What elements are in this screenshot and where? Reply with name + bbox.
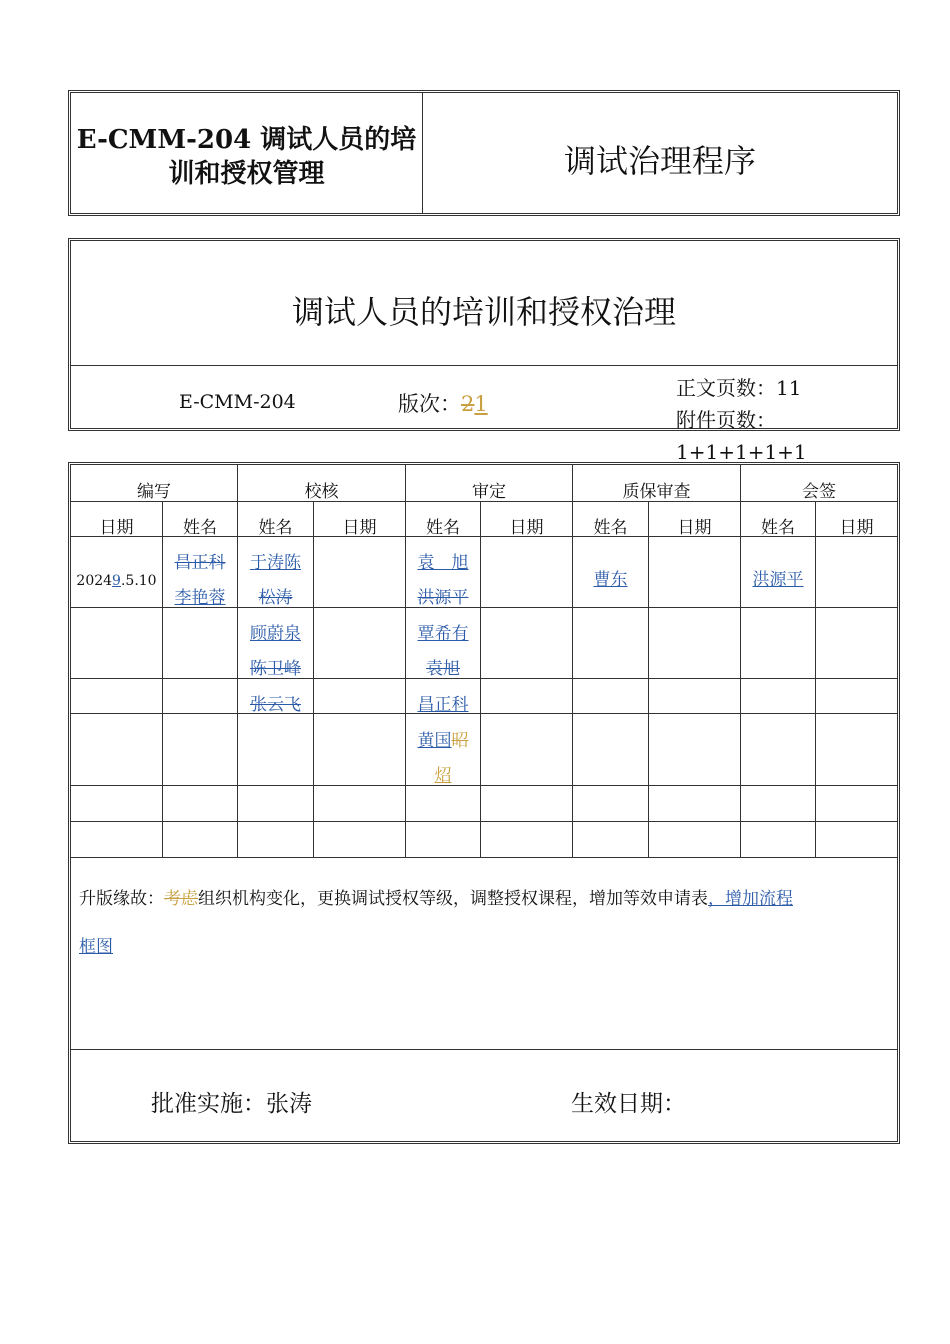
effective-date: 生效日期： [571, 1091, 686, 1117]
group-header-approve: 审定 [472, 482, 506, 502]
approver-name: 炤 [434, 766, 452, 786]
subheader-date: 日期 [839, 518, 874, 538]
revision-reason: 升版缘故：考虑组织机构变化，更换调试授权等级，调整授权课程，增加等效申请表，增加流程 框图 [79, 889, 793, 957]
cover-table [68, 238, 900, 464]
countersign-name: 洪源平 [752, 570, 804, 590]
version-deleted: 2 [461, 392, 475, 416]
attach-pages: 附件页数：1+1+1+1+1 [676, 408, 807, 464]
approver-name: 覃希有 [417, 624, 469, 644]
qa-reviewer-name: 曹东 [593, 570, 628, 590]
version-label: 版次： [398, 392, 461, 416]
checker-name: 松涛 [258, 588, 293, 608]
approver-name: 袁旭 [426, 659, 460, 679]
version-inserted: 1 [474, 392, 488, 416]
signoff-table [68, 462, 900, 1144]
write-date: 20249.5.10 [76, 573, 157, 589]
approved-by: 批准实施：张涛 [151, 1091, 312, 1117]
checker-name: 于涛陈 [250, 553, 301, 573]
approver-name: 洪源平 [417, 588, 469, 608]
group-header-qa: 质保审查 [622, 482, 691, 502]
checker-name: 张云飞 [250, 695, 301, 715]
writer-name: 李艳蓉 [174, 588, 226, 608]
writer-name: 昌正科 [174, 553, 226, 573]
group-header-check: 校核 [304, 482, 339, 502]
subheader-date: 日期 [99, 518, 134, 538]
header-table [68, 90, 900, 216]
subheader-name: 姓名 [761, 518, 795, 538]
subheader-date: 日期 [509, 518, 544, 538]
series-title: 调试治理程序 [563, 142, 756, 180]
subheader-name: 姓名 [258, 518, 293, 538]
cover-divider [71, 365, 897, 366]
subheader-name: 姓名 [426, 518, 460, 538]
version [398, 388, 488, 418]
checker-name: 陈卫峰 [250, 659, 301, 679]
subheader-date: 日期 [677, 518, 712, 538]
page-counts [676, 372, 897, 468]
doc-number: E-CMM-204 [179, 391, 296, 413]
doc-code-title: E-CMM-204 调试人员的培 训和授权管理 [76, 125, 417, 189]
subheader-name: 姓名 [593, 518, 628, 538]
group-header-countersign: 会签 [802, 482, 836, 502]
approver-name: 黄国昭 [417, 731, 469, 751]
main-title: 调试人员的培训和授权治理 [291, 293, 676, 331]
group-header-write: 编写 [137, 482, 171, 502]
subheader-name: 姓名 [183, 518, 217, 538]
subheader-date: 日期 [342, 518, 377, 538]
approver-name: 袁 旭 [417, 553, 469, 573]
checker-name: 顾蔚泉 [250, 624, 301, 644]
approver-name: 昌正科 [417, 695, 469, 715]
body-pages: 正文页数：11 [676, 376, 802, 400]
